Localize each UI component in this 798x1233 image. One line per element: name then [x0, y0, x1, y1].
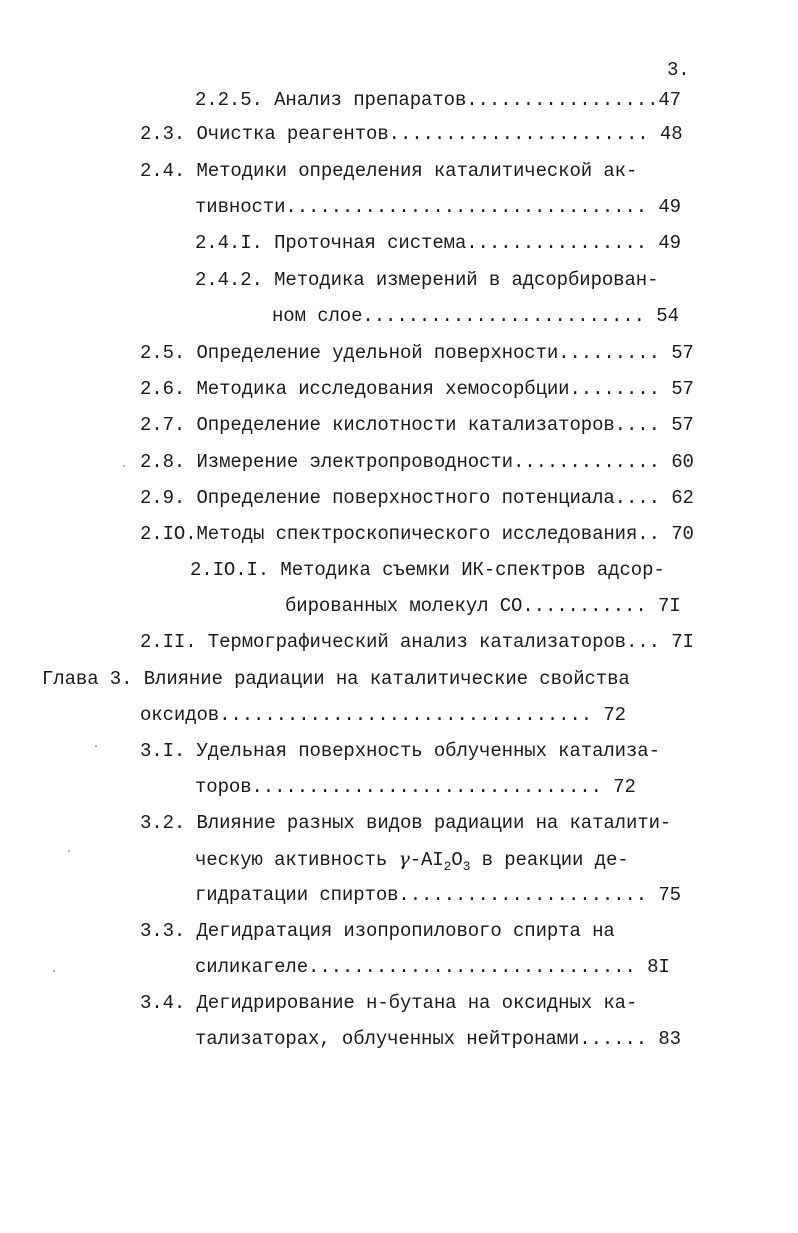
toc-entry-2-2-5: 2.2.5. Анализ препаратов.................47	[195, 89, 681, 111]
toc-entry-3-2-cont: гидратации спиртов...................... 75	[195, 884, 681, 906]
toc-entry-3-4: 3.4. Дегидрирование н-бутана на оксидных ка-	[140, 992, 638, 1014]
toc-entry-3-3: 3.3. Дегидратация изопропилового спирта на	[140, 920, 615, 942]
toc-chapter-3: Глава 3. Влияние радиации на каталитические свойства	[42, 668, 630, 690]
toc-entry-2-8: 2.8. Измерение электропроводности............. 60	[140, 451, 694, 473]
scan-speck	[53, 970, 55, 972]
scan-speck	[68, 850, 70, 852]
toc-entry-2-4-2-cont: ном слое......................... 54	[272, 305, 679, 327]
page-number: 3.	[667, 59, 690, 81]
toc-entry-3-4-cont: тализаторах, облученных нейтронами...... 83	[195, 1028, 681, 1050]
toc-entry-2-4-1: 2.4.I. Проточная система................ 49	[195, 232, 681, 254]
toc-chapter-3-cont: оксидов................................. 72	[140, 704, 626, 726]
scan-speck	[123, 465, 125, 467]
toc-entry-3-3-cont: силикагеле............................. 8I	[195, 956, 670, 978]
toc-entry-2-7: 2.7. Определение кислотности катализаторов.... 57	[140, 414, 694, 436]
toc-entry-2-10-1-cont: бированных молекул СО........... 7I	[285, 595, 681, 617]
toc-entry-2-10: 2.IO.Методы спектроскопического исследования.. 70	[140, 523, 694, 545]
toc-entry-2-11: 2.II. Термографический анализ катализаторов... 7I	[140, 631, 694, 653]
toc-entry-3-1-cont: торов............................... 72	[195, 776, 636, 798]
toc-entry-2-4-2: 2.4.2. Методика измерений в адсорбирован-	[195, 269, 659, 291]
toc-entry-2-5: 2.5. Определение удельной поверхности......... 57	[140, 342, 694, 364]
toc-entry-3-1: 3.I. Удельная поверхность облученных катализа-	[140, 740, 660, 762]
toc-entry-2-4-cont: тивности................................ 49	[195, 196, 681, 218]
toc-entry-3-2-formula: ческую активность $\gamma-AI_2O_3$ в реакции де-	[195, 848, 629, 874]
toc-entry-2-10-1: 2.IO.I. Методика съемки ИК-спектров адсор-	[190, 559, 665, 581]
toc-entry-3-2: 3.2. Влияние разных видов радиации на каталити-	[140, 812, 672, 834]
toc-entry-2-4: 2.4. Методики определения каталитической ак-	[140, 160, 638, 182]
toc-entry-2-3: 2.3. Очистка реагентов....................... 48	[140, 123, 683, 145]
toc-entry-2-9: 2.9. Определение поверхностного потенциала.... 62	[140, 487, 694, 509]
toc-entry-2-6: 2.6. Методика исследования хемосорбции........ 57	[140, 378, 694, 400]
scan-speck	[95, 745, 97, 747]
